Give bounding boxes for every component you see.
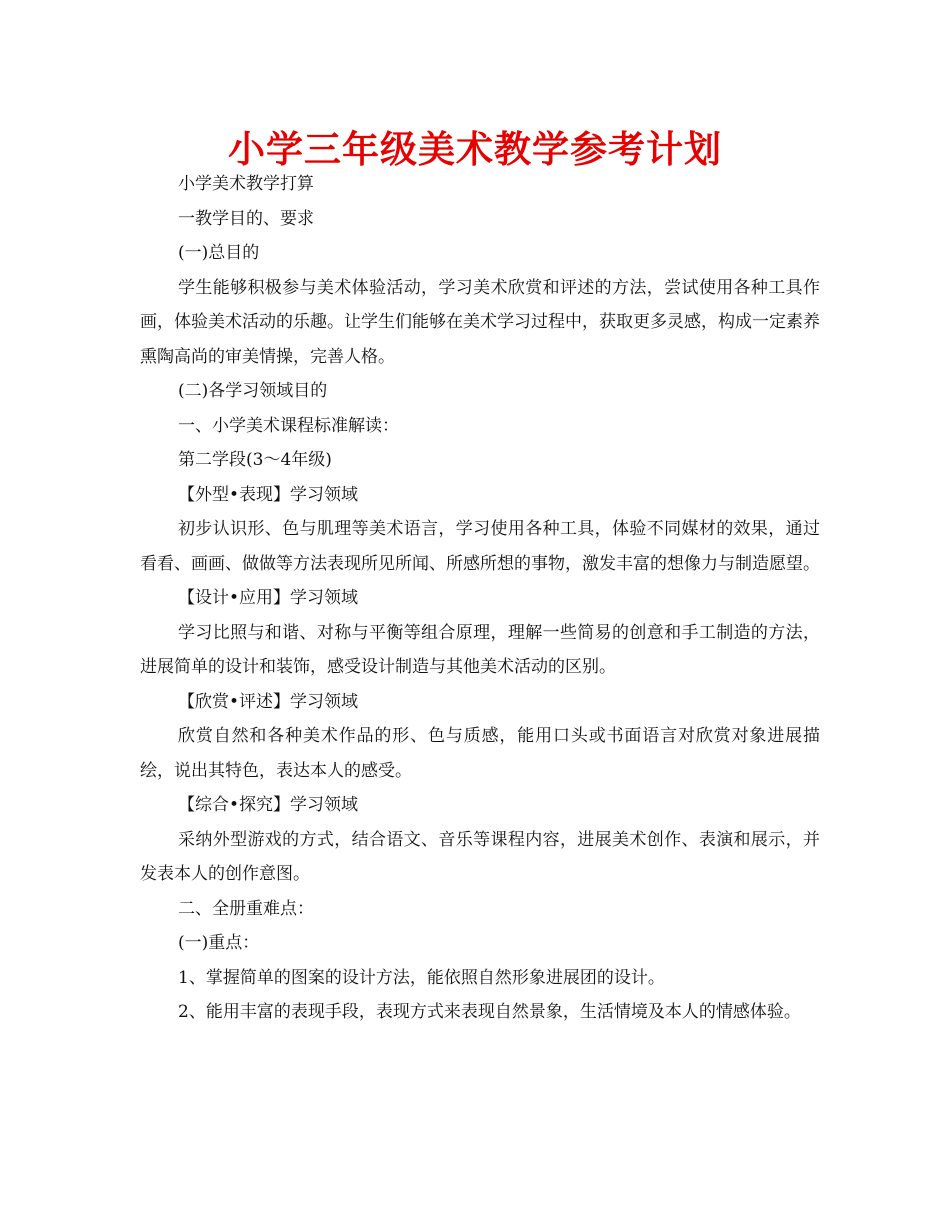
- paragraph: (一)重点：: [178, 933, 260, 953]
- paragraph: 二、全册重难点：: [178, 898, 314, 919]
- paragraph: (一)总目的: [178, 243, 260, 263]
- paragraph: 欣赏自然和各种美术作品的形、色与质感，能用口头或书面语言对欣赏对象进展描绘，说出其特色，表达本人的感受。: [140, 726, 820, 781]
- paragraph: 【综合•探究】学习领域: [178, 795, 359, 815]
- paragraph: 【欣赏•评述】学习领域: [178, 691, 359, 712]
- paragraph: 第二学段(3～4年级): [178, 450, 332, 470]
- document-title: 小学三年级美术教学参考计划: [228, 128, 722, 171]
- paragraph: 【外型•表现】学习领域: [178, 484, 359, 505]
- paragraph: 1、掌握简单的图案的设计方法，能依照自然形象进展团的设计。: [178, 967, 665, 988]
- paragraph: 初步认识形、色与肌理等美术语言，学习使用各种工具，体验不同媒材的效果，通过看看、画画、做做等方法表现所见所闻、所感所想的事物，激发丰富的想像力与制造愿望。: [140, 519, 820, 574]
- paragraph: 学生能够积极参与美术体验活动，学习美术欣赏和评述的方法，尝试使用各种工具作画，体验美术活动的乐趣。让学生们能够在美术学习过程中，获取更多灵感，构成一定素养熏陶高尚的审美情操，完善人格。: [140, 277, 820, 367]
- paragraph: 2、能用丰富的表现手段，表现方式来表现自然景象，生活情境及本人的情感体验。: [178, 1002, 801, 1022]
- paragraph: 一、小学美术课程标准解读：: [178, 415, 399, 436]
- document-body: [140, 167, 820, 1030]
- paragraph: 【设计•应用】学习领域: [178, 588, 359, 608]
- paragraph: 学习比照与和谐、对称与平衡等组合原理，理解一些简易的创意和手工制造的方法，进展简单的设计和装饰，感受设计制造与其他美术活动的区别。: [140, 622, 820, 677]
- paragraph: 一教学目的、要求: [178, 208, 314, 229]
- paragraph: 采纳外型游戏的方式，结合语文、音乐等课程内容，进展美术创作、表演和展示，并发表本人的创作意图。: [140, 829, 820, 884]
- paragraph: 小学美术教学打算: [178, 174, 314, 194]
- paragraph: (二)各学习领域目的: [178, 381, 328, 401]
